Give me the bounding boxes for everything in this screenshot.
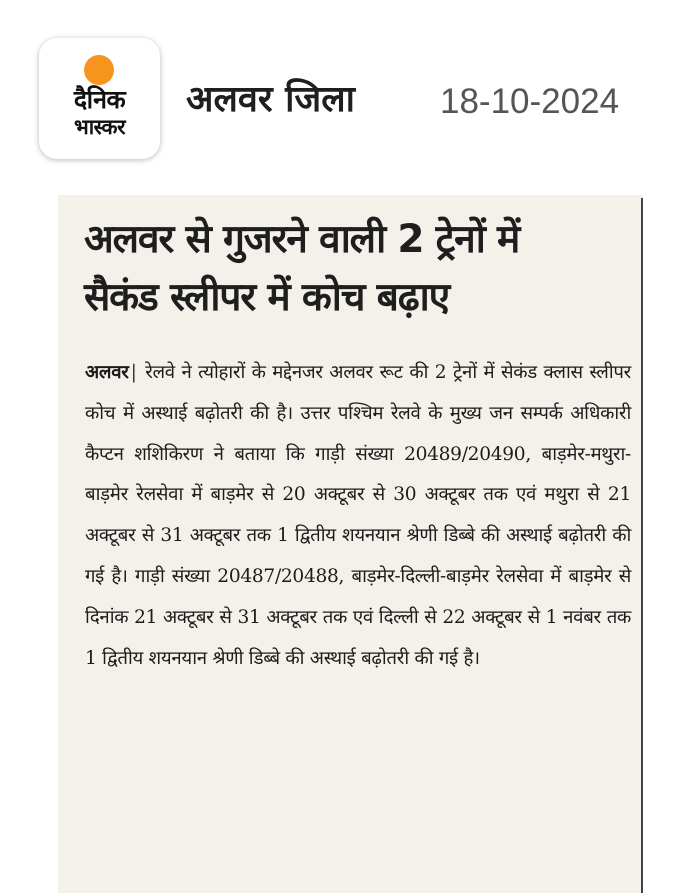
newspaper-clipping[interactable]: [58, 195, 643, 893]
headline-line-1: अलवर से गुजरने वाली 2 ट्रेनों में: [84, 217, 520, 262]
next-headline-cutoff: [88, 875, 560, 893]
dateline-separator: |: [130, 362, 137, 383]
column-divider: [641, 198, 643, 893]
headline-line-2: सैकंड स्लीपर में कोच बढ़ाए: [84, 275, 449, 320]
article-body: [85, 353, 631, 679]
article-body-text: रेलवे ने त्योहारों के मद्देनजर अलवर रूट की 2 ट्रेनों में सेकंड क्लास स्लीपर कोच में अस्थाई बढ़ोतरी की है। उत्तर पश्चिम रेलवे के मुख्य जन सम्पर्क अधिकारी कैप्टन शशिकिरण ने बताया कि गाड़ी संख्या 20489/20490, बाड़मेर-मथुरा-बाड़मेर रेलसेवा में बाड़मेर से 20 अक्टूबर से 30 अक्टूबर तक एवं मथुरा से 21 अक्टूबर से 31 अक्टूबर तक 1 द्वितीय शयनयान श्रेणी डिब्बे की अस्थाई बढ़ोतरी की गई है। गाड़ी संख्या 20487/20488, बाड़मेर-दिल्ली-बाड़मेर रेलसेवा में बाड़मेर से दिनांक 21 अक्टूबर से 31 अक्टूबर तक एवं दिल्ली से 22 अक्टूबर से 1 नवंबर तक 1 द्वितीय शयनयान श्रेणी डिब्बे की अस्थाई बढ़ोतरी की गई है।: [85, 362, 631, 669]
edition-date: 18-10-2024: [440, 82, 620, 121]
section-title: अलवर जिला: [186, 79, 355, 120]
logo-text-line1: दैनिक: [73, 85, 126, 114]
app-header: [0, 0, 677, 190]
article-dateline: अलवर: [85, 362, 129, 383]
dainik-bhaskar-logo[interactable]: [39, 38, 160, 159]
sun-icon: [84, 55, 114, 85]
logo-text-line2: भास्कर: [73, 115, 126, 139]
article-headline: [84, 211, 640, 327]
